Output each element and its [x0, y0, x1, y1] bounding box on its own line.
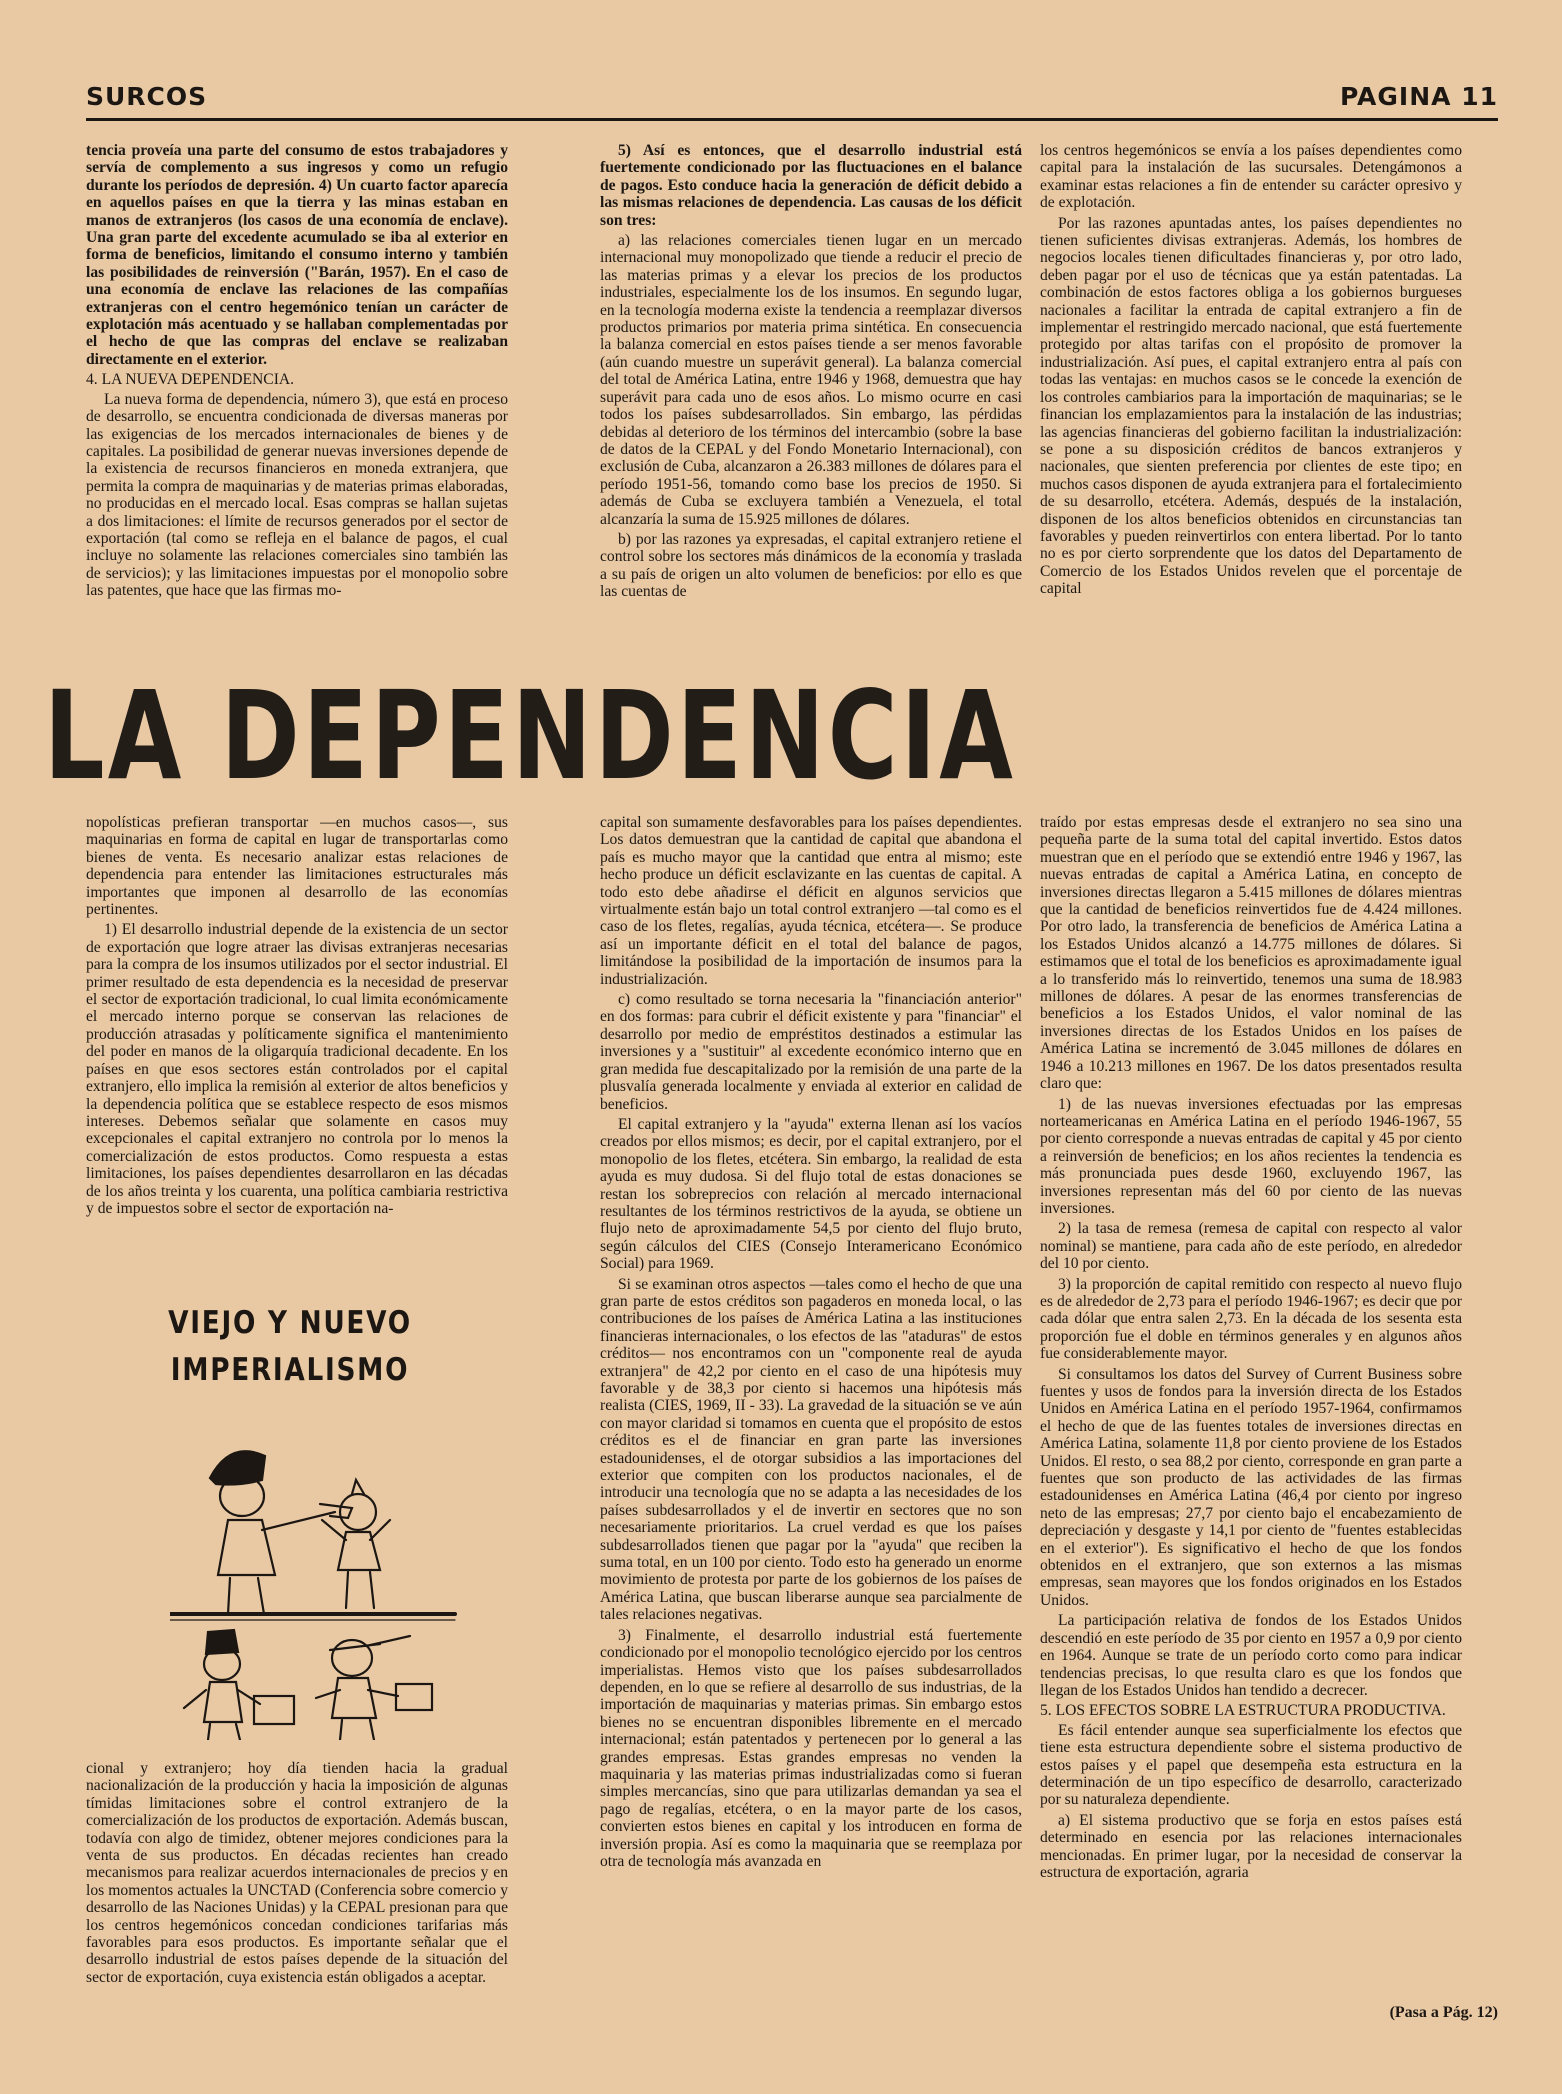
illustration-title-line2: IMPERIALISMO [170, 1352, 410, 1388]
paragraph: Por las razones apuntadas antes, los países dependientes no tienen suficientes divisas extranjeras. Además, los hombres de negocios locales tienen dificultades financieras y, por otro lado, deben pagar por el uso de técnicas que ya están patentadas. La combinación de estos factores obliga a los gobiernos burgueses nacionales a facilitar la entrada de capital extranjero a fin de implementar el restringido mercado nacional, que está fuertemente protegido por altas tarifas con el propósito de promover la industrialización. Así pues, el capital extranjero entra al país con todas las ventajas: en muchos casos se le concede la exención de los controles cambiarios para la importación de maquinarias; se le financian los emplazamientos para la instalación de las industrias; las agencias financieras del gobierno facilitan la industrialización: se pone a su disposición créditos de bancos extranjeros y nacionales, que sienten preferencia por clientes de este tipo; en muchos casos disponen de ayuda extranjera para el fortalecimiento de su desarrollo, etcétera. Además, después de la instalación, disponen de los altos beneficios obtenidos en circunstancias tan favorables y pueden reinvertirlos con entera libertad. Por lo tanto no es por cierto sorprendente que los datos del Departamento de Comercio de los Estados Unidos revelen que el porcentaje de capital [1040, 214, 1462, 598]
cartoon-illustration [170, 1400, 460, 1740]
paragraph: Es fácil entender aunque sea superficialmente los efectos que tiene esta estructura dependiente sobre el sistema productivo de estos países y el papel que desempeña esta estructura en la determinación de un tipo específico de desarrollo, caracterizado por su naturaleza dependiente. [1040, 1721, 1462, 1809]
paragraph: El capital extranjero y la "ayuda" externa llenan así los vacíos creados por ellos mismos; es decir, por el capital extranjero, por el monopolio de los fletes, etcétera. Sin embargo, la realidad de esta ayuda es muy dudosa. Si del flujo total de estas donaciones se restan los sobreprecios con relación al mercado internacional resultantes de los términos restrictivos de la ayuda, se obtiene un flujo neto de aproximadamente 54,5 por ciento del flujo bruto, según cálculos del CIES (Consejo Interamericano Económico Social) para 1969. [600, 1115, 1022, 1273]
paragraph: Si se examinan otros aspectos —tales como el hecho de que una gran parte de estos créditos son pagaderos en moneda local, o las contribuciones de los países de América Latina a las instituciones financieras internacionales, o los efectos de las "ataduras" de estos créditos— nos encontramos con un "componente real de ayuda extranjera" de 42,2 por ciento en el caso de una hipótesis muy favorable y de 38,3 por ciento si hacemos una hipótesis más realista (CIES, 1969, II - 33). La gravedad de la situación se ve aún con mayor claridad si tomamos en cuenta que el propósito de estos créditos es el de financiar en gran parte las inversiones estadounidenses, el de otorgar subsidios a las importaciones del exterior que compiten con los productos nacionales, el de introducir una tecnología que no se adapta a las necesidades de los países subdesarrollados y el de invertir en sectores que no son necesariamente prioritarios. La cruel verdad es que los países subdesarrollados tienen que pagar por la "ayuda" que reciben la suma total, en un 100 por ciento. Todo esto ha generado un enorme movimiento de protesta por parte de los gobiernos de los países de América Latina, que buscan liberarse aunque sea parcialmente de tales relaciones negativas. [600, 1275, 1022, 1624]
column-2-top [600, 142, 1022, 650]
paragraph: 2) la tasa de remesa (remesa de capital con respecto al valor nominal) se mantiene, para cada año de este período, en alrededor del 10 por ciento. [1040, 1220, 1462, 1273]
column-1-middle [86, 814, 508, 1240]
paragraph: cional y extranjero; hoy día tienden hacia la gradual nacionalización de la producción y hacia la imposición de algunas tímidas limitaciones sobre el control extranjero de la comercialización de los productos de exportación. Además buscan, todavía con algo de timidez, obtener mejores condiciones para la venta de sus productos. En décadas recientes han creado mecanismos para realizar acuerdos internacionales de precios y en los momentos actuales la UNCTAD (Conferencia sobre comercio y desarrollo de las Naciones Unidas) y la CEPAL presionan para que los centros hegemónicos concedan condiciones tarifarias más favorables para esos productos. Es importante señalar que el desarrollo industrial de estos países depende de la situación del sector de exportación, cuya existencia están obligados a aceptar. [86, 1760, 508, 1986]
paragraph: a) las relaciones comerciales tienen lugar en un mercado internacional muy monopolizado que tiende a reducir el precio de las materias primas y a elevar los precios de los productos industriales, especialmente los de los insumos. En segundo lugar, en la tecnología moderna existe la tendencia a reemplazar diversos productos primarios por materia prima sintética. En consecuencia la balanza comercial en estos países tiende a ser menos favorable (aún cuando muestre un superávit general). La balanza comercial del total de América Latina, entre 1946 y 1968, demuestra que hay superávit para cada uno de esos años. Lo mismo ocurre en casi todos los países subdesarrollados. Sin embargo, las pérdidas debidas al deterioro de los términos del intercambio (sobre la base de datos de la CEPAL y del Fondo Monetario Internacional), con exclusión de Cuba, alcanzaron a 26.383 millones de dólares para el período 1951-56, tomando como base los precios de 1950. Si además de Cuba se excluyera también a Venezuela, el total alcanzaría la suma de 15.925 millones de dólares. [600, 232, 1022, 528]
header-rule [86, 118, 1498, 121]
section-heading: 5. LOS EFECTOS SOBRE LA ESTRUCTURA PRODUCTIVA. [1040, 1702, 1446, 1720]
column-1-bottom [86, 1760, 508, 2022]
paragraph: 5) Así es entonces, que el desarrollo industrial está fuertemente condicionado por las fluctuaciones en el balance de pagos. Esto conduce hacia la generación de déficit debido a las mismas relaciones de dependencia. Las causas de los déficit son tres: [600, 142, 1022, 229]
continuation-note: (Pasa a Pág. 12) [1389, 2004, 1498, 2021]
page-number: PAGINA 11 [1340, 82, 1498, 111]
paragraph: 3) la proporción de capital remitido con respecto al nuevo flujo es de alrededor de 2,73 para el período 1946-1967; es decir que por cada dólar que entra salen 2,73. En la década de los sesenta esta proporción fue el doble en términos generales y en algunos años fue considerablemente mayor. [1040, 1275, 1462, 1363]
paragraph: capital son sumamente desfavorables para los países dependientes. Los datos demuestran que la cantidad de capital que abandona el país es mucho mayor que la cantidad que entra al mismo; este hecho produce un déficit esclavizante en las cuentas de capital. A todo esto debe añadirse el déficit en algunos servicios que virtualmente están bajo un total control extranjero —tal como es el caso de los fletes, regalías, ayuda técnica, etcétera—. Se produce así un importante déficit en el total del balance de pagos, limitándose la posibilidad de la importación de insumos para la industrialización. [600, 814, 1022, 988]
paragraph: La nueva forma de dependencia, número 3), que está en proceso de desarrollo, se encuentra condicionada de diversas maneras por las exigencias de los mercados internacionales de bienes y de capitales. La posibilidad de generar nuevas inversiones depende de la existencia de recursos financieros en moneda extranjera, que permita la compra de maquinarias y de materias primas elaboradas, no producidas en el mercado local. Esas compras se hallan sujetas a dos limitaciones: el límite de recursos generados por el sector de exportación (tal como se refleja en el balance de pagos, el cual incluye no solamente las relaciones comerciales sino también las de servicios); y las limitaciones impuestas por el monopolio sobre las patentes, que hace que las firmas mo- [86, 390, 508, 600]
masthead: SURCOS [86, 82, 208, 111]
paragraph: Si consultamos los datos del Survey of Current Business sobre fuentes y usos de fondos para la inversión directa de los Estados Unidos en América Latina en el período 1957-1964, confirmamos el hecho de que de las fuentes totales de inversiones directas en América Latina, solamente 11,8 por ciento proviene de los Estados Unidos. El resto, o sea 88,2 por ciento, corresponde en gran parte a fuentes que son producto de las actividades de las firmas estadounidenses en América Latina (46,4 por ciento por ingreso neto de las empresas; 27,7 por ciento bajo el encabezamiento de depreciación y desgaste y 14,1 por ciento de "fuentes establecidas en el exterior"). Es significativo el hecho de que los fondos obtenidos en el extranjero, que son externos a las mismas empresas, sean mayores que los fondos originados en los Estados Unidos. [1040, 1365, 1462, 1609]
column-3-top [1040, 142, 1462, 650]
paragraph: 1) El desarrollo industrial depende de la existencia de un sector de exportación que logre atraer las divisas extranjeras necesarias para la compra de los insumos utilizados por el sector industrial. El primer resultado de esta dependencia es la necesidad de preservar el sector de exportación tradicional, lo cual limita económicamente el mercado interno porque se conservan las relaciones de producción atrasadas y políticamente significa el mantenimiento del poder en manos de la oligarquía tradicional decadente. En los países en que esos sectores están controlados por el capital extranjero, ello implica la remisión al exterior de altos beneficios y la dependencia política que se establece respecto de esos mismos intereses. Debemos señalar que solamente en casos muy excepcionales el capital extranjero no controla por lo menos la comercialización de estos productos. Como respuesta a estas limitaciones, los países dependientes desarrollaron en las décadas de los años treinta y los cuarenta, una política cambiaria restrictiva y de impuestos sobre el sector de exportación na- [86, 921, 508, 1217]
column-2-middle [600, 814, 1022, 2016]
illustration-title [146, 1300, 435, 1394]
paragraph: a) El sistema productivo que se forja en estos países está determinado en esencia por las relaciones internacionales mencionadas. En primer lugar, por la necesidad de conservar la estructura de exportación, agraria [1040, 1811, 1462, 1881]
paragraph: c) como resultado se torna necesaria la "financiación anterior" en dos formas: para cubrir el déficit existente y para "financiar" el desarrollo por medio de empréstitos destinados a estimular las inversiones y a "sustituir" al excedente económico interno que en gran medida fue descapitalizado por la remisión de una parte de la plusvalía generada localmente y enviada al exterior en calidad de beneficios. [600, 991, 1022, 1113]
paragraph: La participación relativa de fondos de los Estados Unidos descendió en este período de 35 por ciento en 1957 a 0,9 por ciento en 1964. Aunque se trate de un período corto como para indicar tendencias precisas, lo que resulta claro es que los fondos que llegan de los Estados Unidos han tendido a decrecer. [1040, 1612, 1462, 1699]
section-heading: 4. LA NUEVA DEPENDENCIA. [86, 371, 295, 389]
paragraph: b) por las razones ya expresadas, el capital extranjero retiene el control sobre los sectores más dinámicos de la economía y traslada a su país de origen un alto volumen de beneficios: por ello es que las cuentas de [600, 530, 1022, 601]
paragraph: los centros hegemónicos se envía a los países dependientes como capital para la instalación de las sucursales. Detengámonos a examinar estas relaciones a fin de entender su carácter opresivo y de explotación. [1040, 142, 1462, 212]
column-1-top [86, 142, 508, 650]
paragraph: traído por estas empresas desde el extranjero no sea sino una pequeña parte de la suma total del capital invertido. Estos datos muestran que en el período que se extendió entre 1946 y 1967, las nuevas entradas de capital a América Latina, en concepto de inversiones directas llegaron a 5.415 millones de dólares mientras que la cantidad de beneficios reinvertidos fue de 4.424 millones. Por otro lado, la transferencia de beneficios de América Latina a los Estados Unidos alcanzó a 14.775 millones de dólares. Si estimamos que el total de los beneficios es aproximadamente igual a lo transferido más lo reinvertido, tenemos una suma de 18.983 millones de dólares. A pesar de las enormes transferencias de beneficios a los Estados Unidos, el valor nominal de las inversiones directas de los Estados Unidos en los países de América Latina se incrementó de 3.045 millones de dólares en 1946 a 10.213 millones en 1967. De los datos presentados resulta claro que: [1040, 814, 1462, 1093]
main-headline: LA DEPENDENCIA [44, 665, 1017, 807]
page-header [86, 82, 1498, 122]
paragraph: 3) Finalmente, el desarrollo industrial está fuertemente condicionado por el monopolio tecnológico ejercido por los centros imperialistas. Hemos visto que los países subdesarrollados dependen, en lo que se refiere al desarrollo de sus industrias, de la importación de maquinarias y materias primas. Sin embargo estos bienes no se encuentran disponibles libremente en el mercado internacional; están patentados y pertenecen por lo general a las grandes empresas. Estas grandes empresas no venden la maquinaria y las materias primas industrializadas como si fueran simples mercancías, sino que para utilizarlas demandan ya sea el pago de regalías, etcétera, o en la mayor parte de los casos, convierten estos bienes en capital y los introducen en forma de inversión propia. Así es como la maquinaria que se reemplaza por otra de tecnología más avanzada en [600, 1626, 1022, 1870]
column-3-middle [1040, 814, 1462, 2016]
paragraph: nopolísticas prefieran transportar —en muchos casos—, sus maquinarias en forma de capital en lugar de transportarlas como bienes de venta. Es necesario analizar estas relaciones de dependencia para entender las limitaciones estructurales más importantes que imponen al desarrollo de las economías pertinentes. [86, 814, 508, 919]
illustration-title-line1: VIEJO Y NUEVO [168, 1305, 412, 1341]
paragraph: 1) de las nuevas inversiones efectuadas por las empresas norteamericanas en América Latina en el período 1946-1967, 55 por ciento corresponde a nuevas entradas de capital y 45 por ciento a reinversión de beneficios; en los años recientes la tendencia es más pronunciada pues desde 1960, excluyendo 1967, las inversiones representan más del 60 por ciento de las nuevas inversiones. [1040, 1095, 1462, 1217]
paragraph: tencia proveía una parte del consumo de estos trabajadores y servía de complemento a sus ingresos y como un refugio durante los períodos de depresión. 4) Un cuarto factor aparecía en aquellos países en que la tierra y las minas estaban en manos de extranjeros (los casos de una economía de enclave). Una gran parte del excedente acumulado se iba al exterior en forma de beneficios, limitando el consumo interno y también las posibilidades de reinversión ("Barán, 1957). En el caso de una economía de enclave las relaciones de las compañías extranjeras con el centro hegemónico tenían un carácter de explotación más acentuado y se hallaban complementadas por el hecho de que las compras del enclave se realizaban directamente en el exterior. [86, 142, 508, 368]
